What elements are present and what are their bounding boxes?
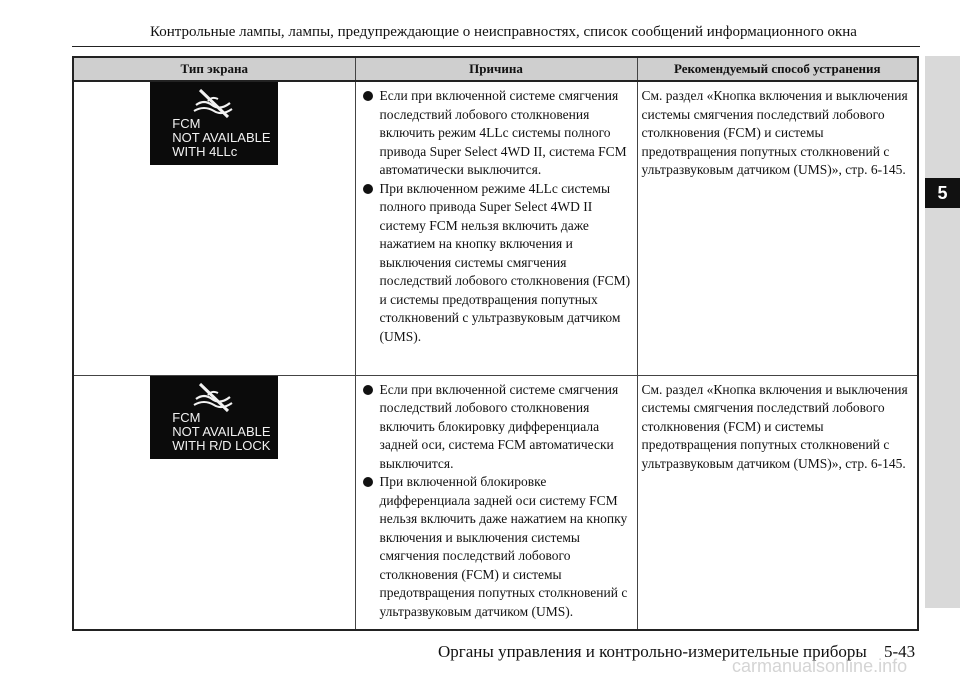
remedy-text: См. раздел «Кнопка включения и выключения системы смягчения последствий лобового столкновения (FCM) и системы предотвращения попутных столкновений с ультразвуковым датчиком (UMS)», стр. 6-145. (641, 88, 908, 177)
cause-item (362, 473, 631, 621)
column-header-screen-type: Тип экрана (73, 57, 355, 81)
table-row (73, 81, 918, 375)
remedy-text: См. раздел «Кнопка включения и выключения системы смягчения последствий лобового столкновения (FCM) и системы предотвращения попутных столкновений с ультразвуковым датчиком (UMS)», стр. 6-145. (641, 381, 908, 471)
remedy-cell (637, 81, 918, 375)
chapter-number-badge: 5 (925, 178, 960, 208)
header-divider (72, 46, 920, 47)
chapter-side-tab (925, 56, 960, 608)
cause-text: Если при включенной системе смягчения последствий лобового столкновения включить блокировку дифференциала задней оси, система FCM автоматически выключится. (379, 381, 619, 471)
screen-type-cell (73, 375, 355, 630)
cause-cell (355, 81, 637, 375)
remedy-cell (637, 375, 918, 630)
column-header-remedy: Рекомендуемый способ устранения (637, 57, 918, 81)
fcm-off-icon (190, 381, 238, 413)
table-row (73, 375, 918, 630)
cause-text: При включенном режиме 4LLc системы полного привода Super Select 4WD II систему FCM нельзя включить даже нажатием на кнопку включения и выключения системы смягчения последствий лобового столкновения (FCM) и системы предотвращения попутных столкновений с ультразвуковым датчиком (UMS). (379, 180, 631, 344)
watermark: carmanualsonline.info (732, 656, 908, 676)
table-header-row (73, 57, 918, 81)
page-header-title: Контрольные лампы, лампы, предупреждающие о неисправностях, список сообщений информационного окна (150, 24, 857, 40)
cause-text: При включенной блокировке дифференциала задней оси систему FCM нельзя включить даже нажатием на кнопку включения и выключения системы смягчения последствий лобового столкновения (FCM) и системы предотвращения попутных столкновений с ультразвуковым датчиком (UMS). (379, 474, 628, 619)
messages-table (72, 56, 919, 631)
footer-section-title: Органы управления и контрольно-измерительные приборы (438, 642, 867, 661)
cause-text: Если при включенной системе смягчения последствий лобового столкновения включить режим 4LLc системы полного привода Super Select 4WD II, система FCM автоматически выключится. (379, 88, 627, 177)
cause-item (362, 180, 631, 347)
info-display-screen (150, 376, 278, 459)
screen-message: FCM NOT AVAILABLE WITH 4LLc (172, 116, 271, 159)
screen-type-cell (73, 81, 355, 375)
column-header-cause: Причина (355, 57, 637, 81)
bullet-icon (363, 477, 373, 487)
info-display-screen (150, 82, 278, 165)
cause-item (362, 87, 631, 180)
bullet-icon (363, 385, 373, 395)
page-number: 5-43 (884, 642, 916, 661)
cause-cell (355, 375, 637, 630)
fcm-off-icon (190, 87, 238, 119)
bullet-icon (363, 91, 373, 101)
cause-item (362, 381, 631, 474)
bullet-icon (363, 184, 373, 194)
screen-message: FCM NOT AVAILABLE WITH R/D LOCK (172, 409, 271, 453)
